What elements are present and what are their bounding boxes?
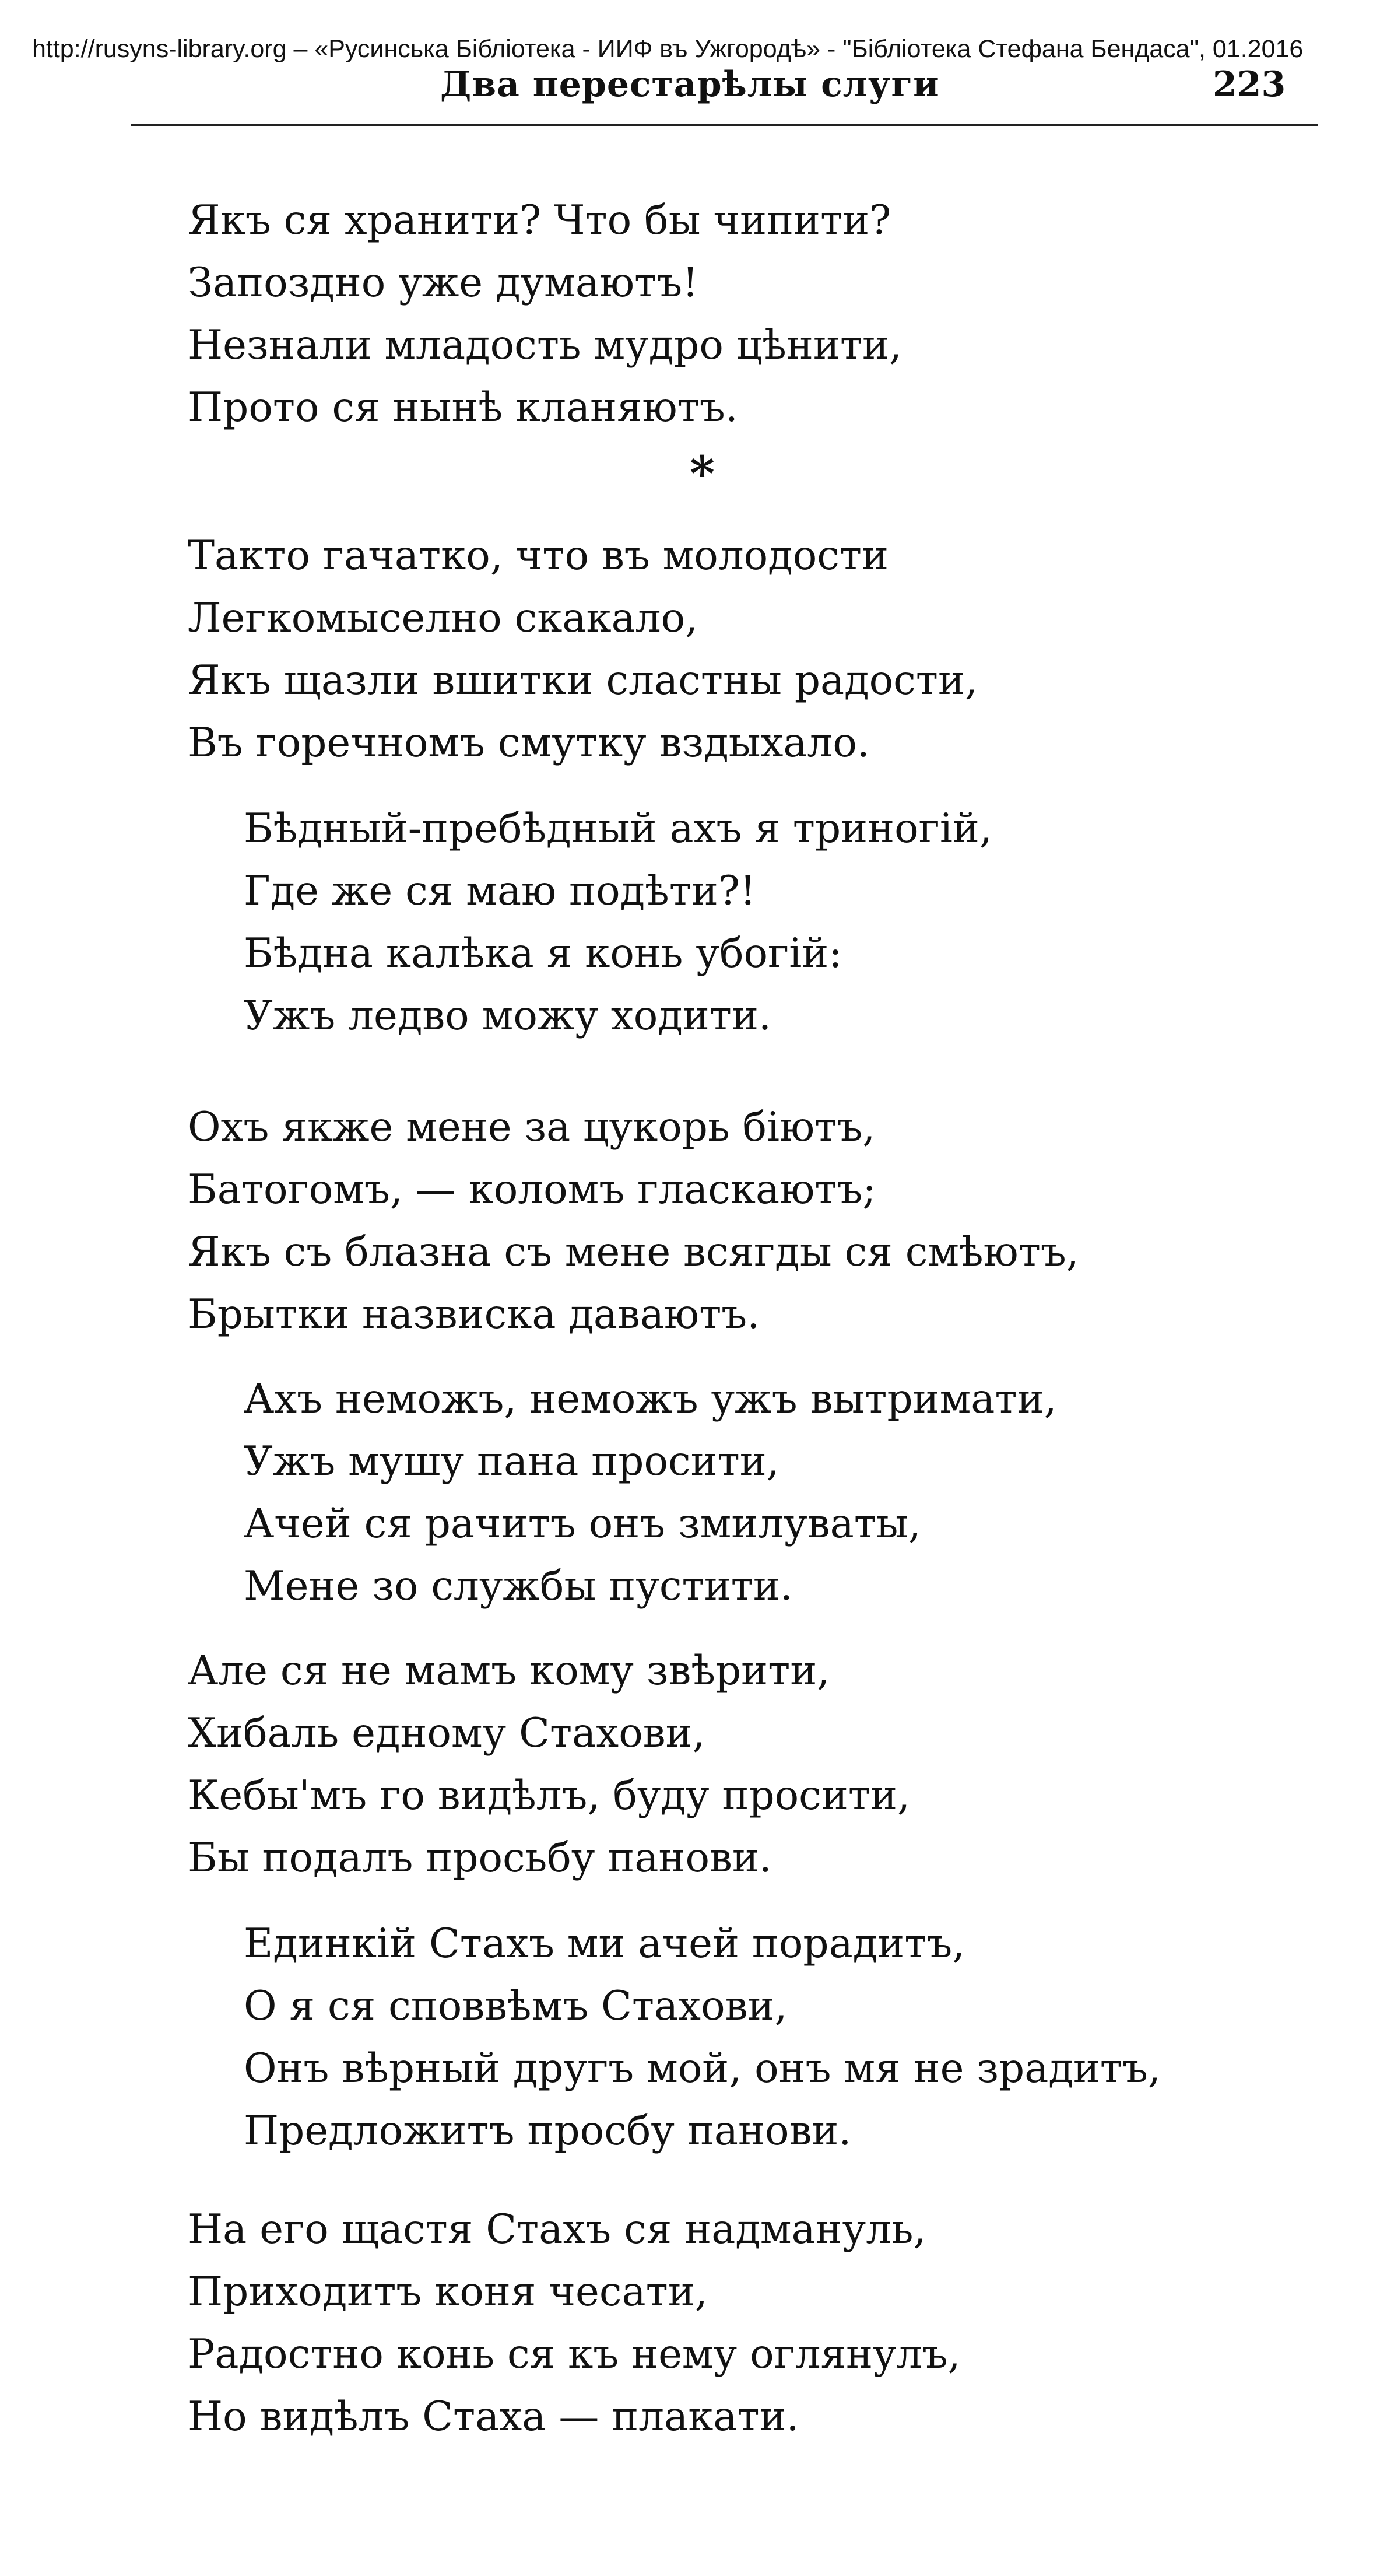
poem-line: Но видѣлъ Стаха — плакати. [188,2393,799,2440]
poem-line: Якъ щазли вшитки сластны радости, [188,657,978,704]
poem-line: Такто гачатко, что въ молодости [188,532,889,579]
poem-line: Незнали младость мудро цѣнити, [188,322,902,369]
poem-line: Мене зо службы пустити. [244,1563,793,1610]
poem-line: Якъ ся хранити? Что бы чипити? [188,197,891,244]
poem-line: На его щастя Стахъ ся надмануль, [188,2206,926,2253]
poem-line: Кебы'мъ го видѣлъ, буду просити, [188,1772,910,1819]
poem-line: Батогомъ, — коломъ гласкаютъ; [188,1166,876,1213]
poem-line: Але ся не мамъ кому звѣрити, [188,1648,830,1694]
source-url-header: http://rusyns-library.org – «Русинська Бібліотека - ИИФ въ Ужгородѣ» - "Бібліотека Стефана Бендаса", 01.2016 [32,35,1304,63]
poem-line: Где же ся маю подѣти?! [244,868,756,914]
poem-line: Хибаль едному Стахови, [188,1710,705,1757]
stanza-4 [0,1096,1373,1346]
poem-line: Бы подалъ просьбу панови. [188,1835,772,1881]
poem-line: Ужъ мушу пана просити, [244,1438,779,1485]
section-separator-asterisk: * [690,446,715,502]
stanza-1 [0,190,1373,439]
poem-line: Прото ся нынѣ кланяютъ. [188,384,738,431]
poem-line: Ачей ся рачитъ онъ змилуваты, [244,1501,921,1547]
poem-line: Ахъ неможъ, неможъ ужъ вытримати, [244,1376,1057,1422]
stanza-6 [0,1640,1373,1890]
poem-line: Брытки назвиска даваютъ. [188,1291,760,1338]
poem-line: Якъ съ блазна съ мене всягды ся смѣютъ, [188,1229,1079,1275]
poem-line: Легкомыселно скакало, [188,595,698,642]
poem-line: Единкій Стахъ ми ачей порадитъ, [244,1920,965,1967]
poem-line: Приходитъ коня чесати, [188,2269,708,2315]
stanza-8 [0,2199,1373,2448]
poem-line: Онъ вѣрный другъ мой, онъ мя не зрадитъ, [244,2045,1161,2092]
poem-line: Бѣдный-пребѣдный ахъ я триногій, [244,805,992,852]
running-head [0,61,1373,108]
poem-line: Ужъ ледво можу ходити. [244,993,771,1039]
poem-line: Бѣдна калѣка я конь убогій: [244,930,842,977]
header-rule [131,124,1318,126]
poem-line: Предложитъ просбу панови. [244,2108,852,2154]
poem-line: Въ горечномъ смутку вздыхало. [188,720,870,766]
poem-line: О я ся споввѣмъ Стахови, [244,1983,788,2030]
running-title: Два перестарѣлы слуги [440,64,940,105]
stanza-5 [0,1368,1373,1618]
poem-line: Охъ якже мене за цукорь біютъ, [188,1104,876,1151]
page-number: 223 [1213,64,1286,105]
stanza-7 [0,1913,1373,2163]
stanza-2 [0,525,1373,774]
stanza-3 [0,798,1373,1047]
poem-line: Запоздно уже думаютъ! [188,260,698,306]
poem-line: Радостно конь ся къ нему оглянулъ, [188,2331,961,2378]
